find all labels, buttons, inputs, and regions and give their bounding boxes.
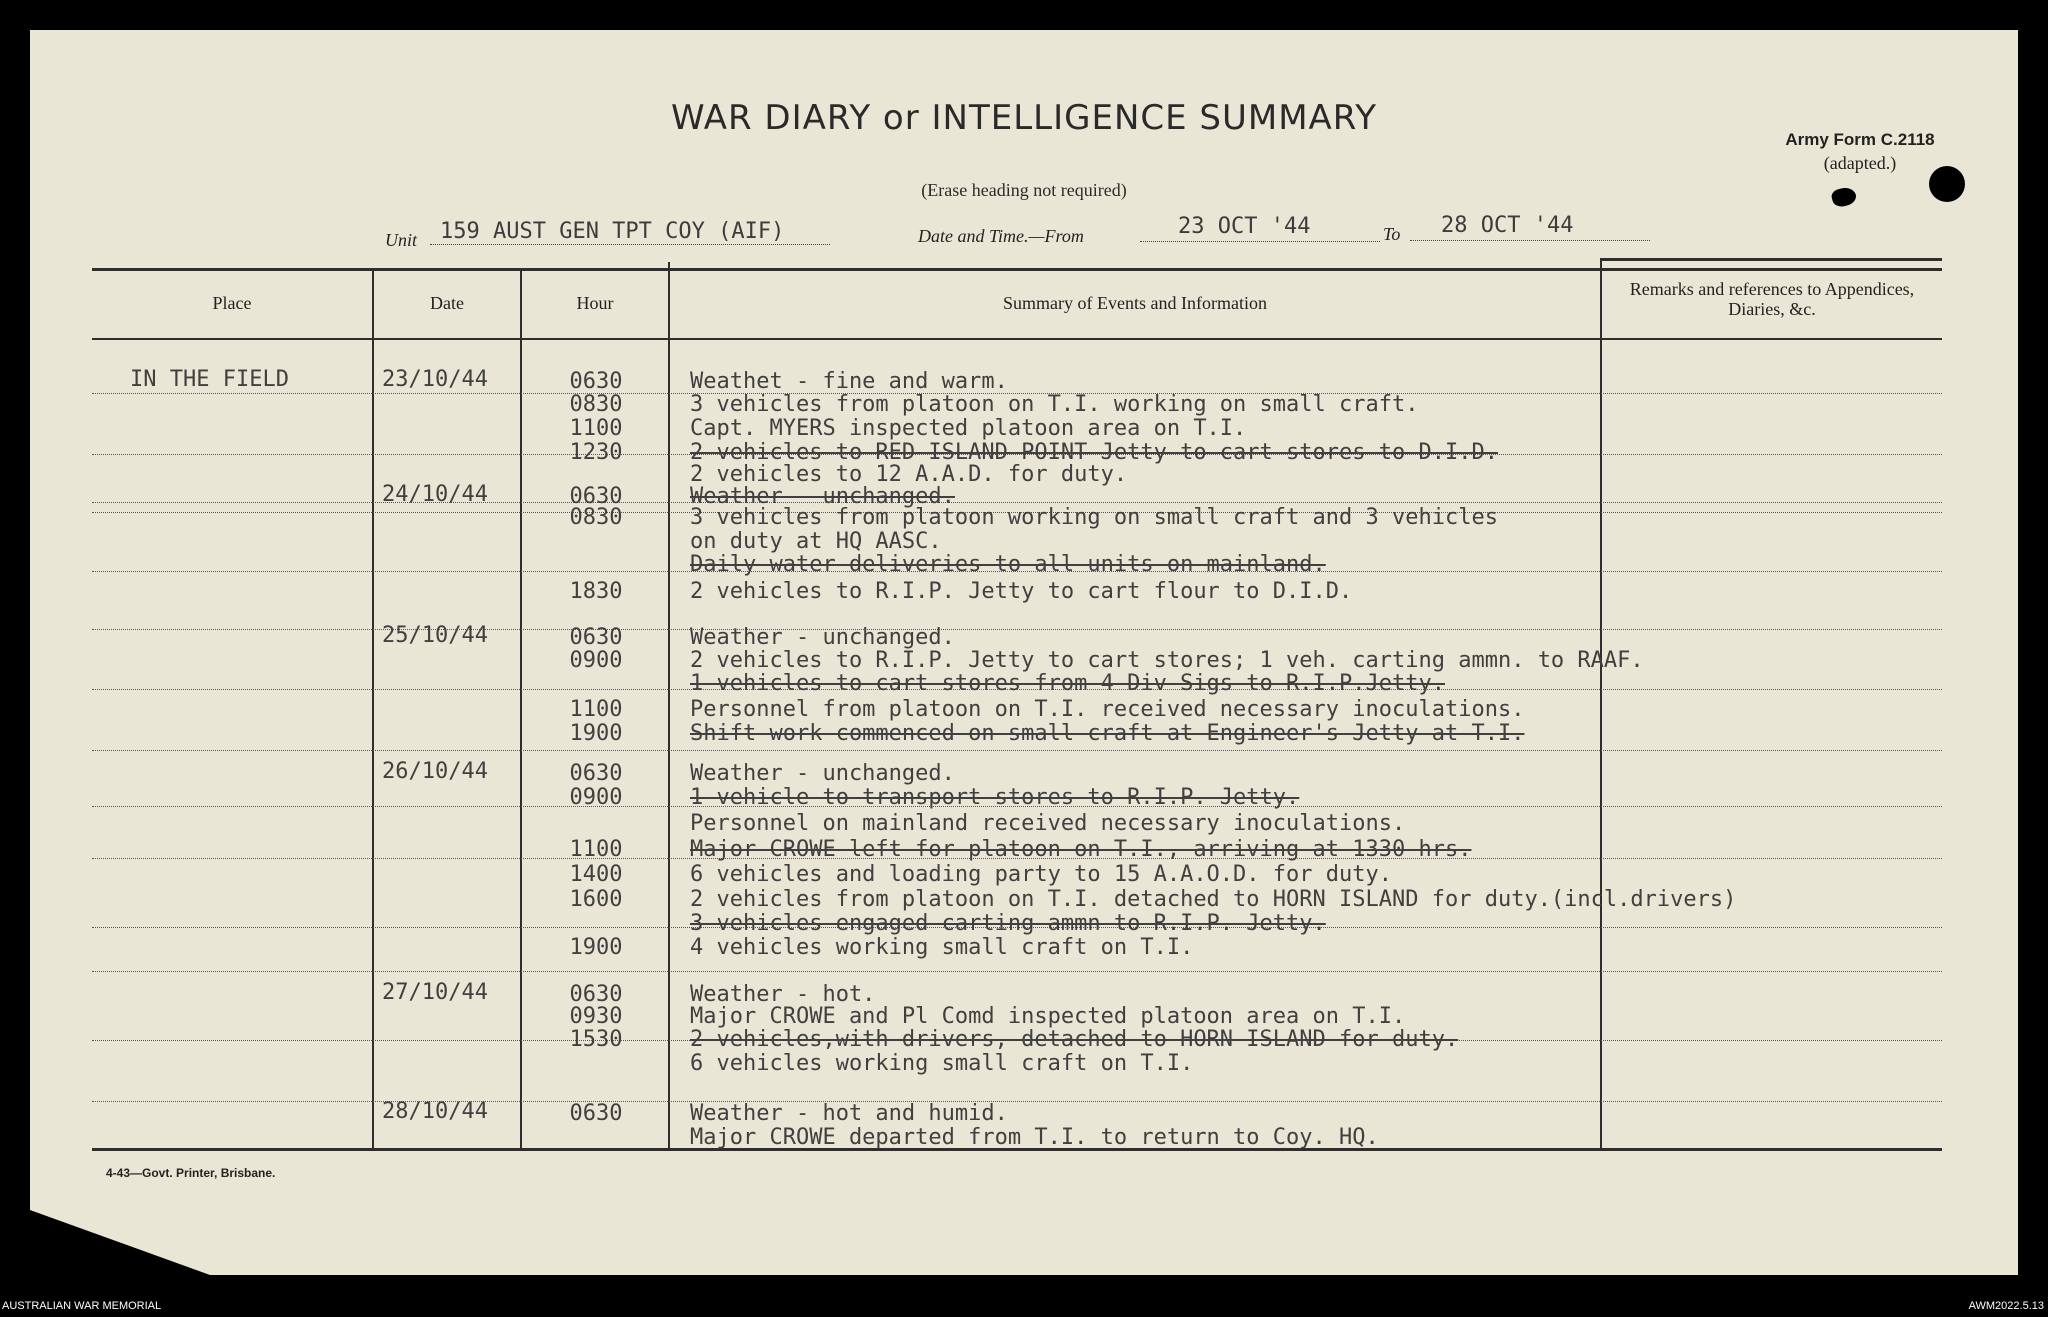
entry-summary: 2 vehicles to 12 A.A.D. for duty. bbox=[690, 462, 1128, 487]
entry-summary: Daily water deliveries to all units on mainland. bbox=[690, 552, 1326, 577]
entry-hour: 0900 bbox=[569, 648, 623, 673]
entry-summary: 2 vehicles to R.I.P. Jetty to cart stores; 1 veh. carting ammn. to RAAF. bbox=[690, 648, 1644, 673]
form-subtitle: (Erase heading not required) bbox=[921, 180, 1127, 200]
entry-summary: Weather - hot. bbox=[690, 982, 876, 1007]
entry-date: 25/10/44 bbox=[382, 623, 488, 648]
date-from-value: 23 OCT '44 bbox=[1178, 214, 1311, 239]
entry-date: 24/10/44 bbox=[382, 482, 488, 507]
entry-hour: 0630 bbox=[569, 1101, 623, 1126]
entry-summary: 2 vehicles to RED ISLAND POINT Jetty to cart stores to D.I.D. bbox=[690, 440, 1498, 465]
entry-summary: Weather - unchanged. bbox=[690, 625, 955, 650]
entry-summary: Weather - unchanged. bbox=[690, 761, 955, 786]
summary-remarks-divider bbox=[1600, 258, 1602, 1148]
entry-place: IN THE FIELD bbox=[130, 367, 289, 392]
row-dotted-rule bbox=[92, 502, 1942, 503]
entry-summary: Personnel from platoon on T.I. received necessary inoculations. bbox=[690, 697, 1525, 722]
entry-hour: 1100 bbox=[569, 837, 623, 862]
entry-hour: 1600 bbox=[569, 887, 623, 912]
entry-hour: 1530 bbox=[569, 1027, 623, 1052]
printer-imprint: 4-43—Govt. Printer, Brisbane. bbox=[106, 1166, 276, 1180]
entry-date: 27/10/44 bbox=[382, 980, 488, 1005]
entry-summary: Personnel on mainland received necessary inoculations. bbox=[690, 811, 1406, 836]
entry-summary: Weather - hot and humid. bbox=[690, 1101, 1008, 1126]
col-header-remarks: Remarks and references to Appendices, Diaries, &c. bbox=[1629, 279, 1915, 319]
unit-underline bbox=[430, 244, 830, 245]
entry-hour: 1900 bbox=[569, 721, 623, 746]
unit-label: Unit bbox=[385, 230, 418, 250]
entry-hour: 0830 bbox=[569, 392, 623, 417]
entry-summary: Weather - unchanged. bbox=[690, 484, 955, 509]
entry-summary: 3 vehicles from platoon working on small craft and 3 vehicles bbox=[690, 505, 1498, 530]
entry-summary: 3 vehicles engaged carting ammn to R.I.P. Jetty. bbox=[690, 911, 1326, 936]
entry-date: 26/10/44 bbox=[382, 759, 488, 784]
row-dotted-rule bbox=[92, 629, 1942, 630]
col-header-date: Date bbox=[430, 293, 464, 314]
entry-summary: 6 vehicles working small craft on T.I. bbox=[690, 1051, 1194, 1076]
remarks-top-rule bbox=[1600, 258, 1942, 261]
entry-summary: Capt. MYERS inspected platoon area on T.I. bbox=[690, 416, 1247, 441]
archive-reference: AWM2022.5.13 bbox=[1968, 1300, 2044, 1312]
date-from-label: Date and Time.—From bbox=[918, 226, 1084, 246]
entry-summary: Major CROWE and Pl Comd inspected platoon area on T.I. bbox=[690, 1004, 1406, 1029]
col-header-summary: Summary of Events and Information bbox=[1003, 293, 1267, 314]
entry-summary: 3 vehicles from platoon on T.I. working on small craft. bbox=[690, 392, 1419, 417]
form-title: WAR DIARY or INTELLIGENCE SUMMARY bbox=[670, 98, 1378, 138]
entry-hour: 1100 bbox=[569, 416, 623, 441]
entry-hour: 1830 bbox=[569, 579, 623, 604]
punch-hole bbox=[1929, 166, 1965, 202]
row-dotted-rule bbox=[92, 971, 1942, 972]
col-header-hour: Hour bbox=[576, 293, 614, 314]
date-to-value: 28 OCT '44 bbox=[1441, 213, 1574, 238]
archive-credit: AUSTRALIAN WAR MEMORIAL bbox=[2, 1300, 162, 1312]
entry-summary: 2 vehicles,with drivers, detached to HORN ISLAND for duty. bbox=[690, 1027, 1459, 1052]
army-form-number: Army Form C.2118 bbox=[1785, 130, 1935, 149]
army-form-adapted: (adapted.) bbox=[1823, 153, 1897, 173]
entry-hour: 0900 bbox=[569, 785, 623, 810]
scan-shadow-corner bbox=[30, 1210, 210, 1275]
col-header-place: Place bbox=[212, 293, 252, 314]
entry-hour: 1230 bbox=[569, 440, 623, 465]
entry-summary: Weathet - fine and warm. bbox=[690, 369, 1008, 394]
unit-value: 159 AUST GEN TPT COY (AIF) bbox=[440, 219, 785, 244]
entry-summary: Shift work commenced on small craft at Engineer's Jetty at T.I. bbox=[690, 721, 1525, 746]
entry-date: 28/10/44 bbox=[382, 1099, 488, 1124]
entry-summary: on duty at HQ AASC. bbox=[690, 529, 942, 554]
entry-summary: 2 vehicles to R.I.P. Jetty to cart flour to D.I.D. bbox=[690, 579, 1353, 604]
entry-summary: Major CROWE departed from T.I. to return to Coy. HQ. bbox=[690, 1125, 1379, 1150]
entry-hour: 0630 bbox=[569, 982, 623, 1007]
entry-hour: 1400 bbox=[569, 862, 623, 887]
row-dotted-rule bbox=[92, 750, 1942, 751]
entry-hour: 0630 bbox=[569, 369, 623, 394]
entry-hour: 1900 bbox=[569, 935, 623, 960]
entry-summary: 4 vehicles working small craft on T.I. bbox=[690, 935, 1194, 960]
row-dotted-rule bbox=[92, 1101, 1942, 1102]
entry-hour: 0630 bbox=[569, 625, 623, 650]
entry-hour: 1100 bbox=[569, 697, 623, 722]
date-to-underline bbox=[1410, 240, 1650, 241]
entry-hour: 0830 bbox=[569, 505, 623, 530]
entry-summary: 2 vehicles from platoon on T.I. detached to HORN ISLAND for duty.(incl.drivers) bbox=[690, 887, 1737, 912]
entry-date: 23/10/44 bbox=[382, 367, 488, 392]
date-to-label: To bbox=[1383, 224, 1401, 244]
entry-summary: 6 vehicles and loading party to 15 A.A.O.D. for duty. bbox=[690, 862, 1392, 887]
entry-summary: 1 vehicles to cart stores from 4 Div Sigs to R.I.P.Jetty. bbox=[690, 671, 1445, 696]
header-bottom-rule bbox=[92, 338, 1942, 340]
entry-summary: 1 vehicle to transport stores to R.I.P. Jetty. bbox=[690, 785, 1300, 810]
entry-hour: 0630 bbox=[569, 761, 623, 786]
entry-hour: 0630 bbox=[569, 484, 623, 509]
place-date-divider bbox=[372, 268, 374, 1148]
entry-summary: Major CROWE left for platoon on T.I., arriving at 1330 hrs. bbox=[690, 837, 1472, 862]
entry-hour: 0930 bbox=[569, 1004, 623, 1029]
date-from-underline bbox=[1140, 241, 1380, 242]
